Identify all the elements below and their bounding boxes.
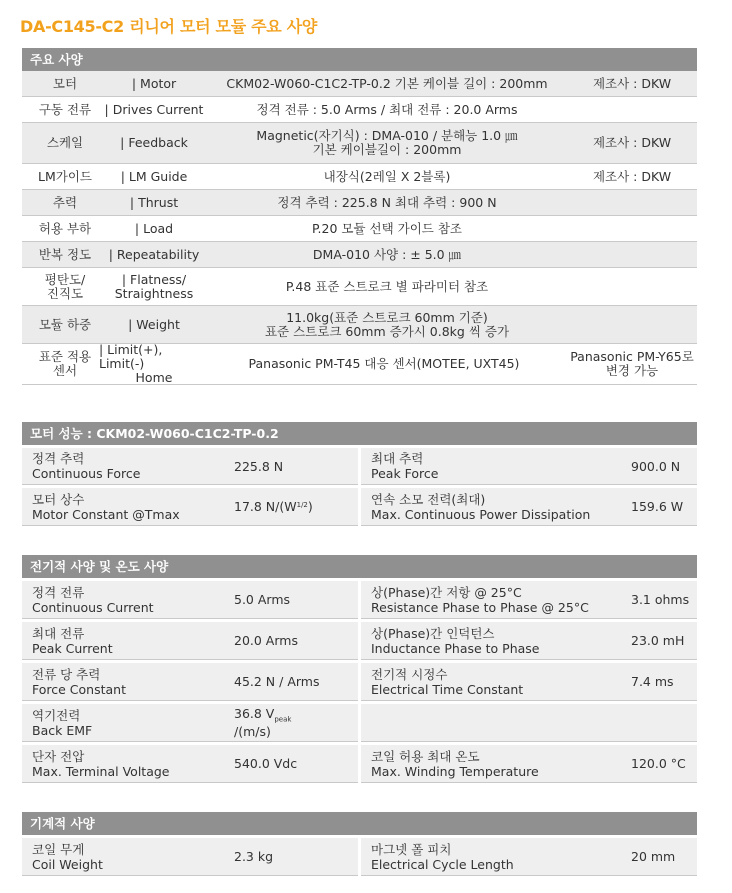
spec-cell-label (32, 622, 113, 659)
spec-label-ko (30, 97, 100, 122)
spec-label-ko-line: 추력 (52, 194, 78, 210)
spec-cell-label-en: Max. Terminal Voltage (32, 763, 170, 779)
spec-grid-row (22, 663, 697, 701)
spec-value (217, 268, 557, 305)
spec-cell-label-en: Back EMF (32, 722, 93, 738)
spec-cell-label (32, 838, 103, 875)
spec-cell-label (371, 622, 540, 659)
spec-cell-value-sup: 1/2 (296, 500, 308, 509)
spec-cell-label-ko: 정격 추력 (32, 451, 85, 466)
spec-cell (22, 663, 358, 701)
spec-label-ko-line: 반복 정도 (38, 246, 92, 262)
spec-cell-label-ko: 역기전력 (32, 707, 81, 723)
spec-label-ko-line: 허용 부하 (38, 220, 92, 236)
spec-cell-label-en: Resistance Phase to Phase @ 25°C (371, 599, 589, 615)
spec-cell-value: 225.8 N (234, 458, 284, 474)
spec-cell-value (234, 704, 291, 741)
spec-cell (22, 622, 358, 660)
spec-cell-label-en: Max. Winding Temperature (371, 763, 539, 779)
spec-cell-label-en: Peak Current (32, 640, 113, 656)
spec-cell-label (371, 448, 438, 484)
spec-cell-value: 2.3 kg (234, 849, 274, 864)
spec-maker-line: Panasonic PM-Y65로 (570, 349, 694, 364)
spec-maker (567, 71, 697, 96)
spec-cell (361, 488, 697, 526)
spec-label-en (99, 268, 209, 305)
spec-cell-label-en: Force Constant (32, 681, 126, 697)
spec-cell-label-ko: 상(Phase)간 인덕턴스 (371, 625, 495, 641)
spec-value-line: 내장식(2레일 X 2블록) (323, 168, 451, 184)
spec-value-line: P.20 모듈 선택 가이드 참조 (311, 220, 463, 236)
spec-label-en-line: | LM Guide (120, 168, 188, 184)
spec-cell-label-ko: 연속 소모 전력(최대) (371, 491, 486, 507)
spec-label-en (99, 344, 209, 384)
spec-cell-label-en: Continuous Force (32, 466, 141, 481)
spec-cell-label (32, 488, 180, 525)
spec-cell-label (32, 581, 154, 618)
spec-value (217, 97, 557, 122)
spec-row (22, 164, 697, 190)
spec-label-ko-line: 구동 전류 (38, 101, 92, 117)
spec-maker-line: 제조사 : DKW (592, 168, 672, 184)
spec-cell-label (32, 663, 126, 700)
spec-value-line: Magnetic(자기식) : DMA-010 / 분해능 1.0 ㎛ (256, 128, 518, 143)
spec-row (22, 216, 697, 242)
spec-cell-label-en: Peak Force (371, 466, 439, 481)
spec-label-en-line: | Feedback (120, 135, 188, 150)
spec-cell (22, 488, 358, 526)
spec-cell-label-ko: 최대 전류 (32, 625, 85, 641)
spec-label-en-line: Home (135, 370, 173, 385)
spec-cell-label-ko: 정격 전류 (32, 584, 85, 600)
section-header: 모터 성능 : CKM02-W060-C1C2-TP-0.2 (22, 422, 697, 445)
spec-value-line: P.48 표준 스트로크 별 파라미터 참조 (285, 278, 489, 294)
spec-grid-row (22, 581, 697, 619)
section-header: 주요 사양 (22, 48, 697, 71)
spec-cell-value: 900.0 N (631, 458, 681, 474)
spec-value (217, 242, 557, 267)
spec-label-ko (30, 242, 100, 267)
spec-cell-value: 23.0 mH (631, 633, 685, 648)
spec-value (217, 71, 557, 96)
spec-cell (22, 838, 358, 876)
spec-grid-row (22, 448, 697, 485)
spec-cell-label-en: Motor Constant @Tmax (32, 506, 180, 522)
spec-cell-value: 3.1 ohms (631, 592, 690, 607)
spec-cell-label (371, 838, 514, 875)
spec-cell-value-line: 36.8 $V_{peak}$ (234, 706, 292, 724)
spec-cell-label-en: Electrical Cycle Length (371, 856, 514, 872)
spec-label-ko (30, 344, 100, 384)
spec-cell-value: 45.2 N / Arms (234, 674, 320, 689)
spec-label-ko-line: 평탄도/ (44, 271, 86, 287)
spec-value-line: CKM02-W060-C1C2-TP-0.2 기본 케이블 길이 : 200mm (226, 75, 548, 91)
spec-cell-value-sub: peak (274, 715, 292, 724)
spec-maker-line: 변경 가능 (605, 363, 659, 378)
spec-label-en-line: | Flatness/ (121, 271, 187, 287)
spec-cell-value: 120.0 °C (631, 756, 686, 771)
spec-cell-label-ko: 최대 추력 (371, 451, 424, 466)
spec-grid-row (22, 745, 697, 783)
spec-grid-row (22, 838, 697, 876)
spec-value (217, 123, 557, 163)
spec-grid-row (22, 488, 697, 526)
spec-cell-value: 159.6 W (631, 499, 684, 514)
spec-label-en-line: | Weight (128, 316, 180, 332)
spec-row (22, 123, 697, 164)
spec-row (22, 344, 697, 385)
spec-label-en-line: | Repeatability (108, 246, 200, 262)
spec-label-en-line: | Load (134, 220, 174, 236)
spec-cell-label-ko: 코일 무게 (32, 841, 85, 857)
spec-cell-value: 20 mm (631, 849, 676, 864)
spec-value (217, 164, 557, 189)
spec-row (22, 190, 697, 216)
spec-label-en-line: | Drives Current (104, 101, 204, 117)
spec-label-ko (30, 268, 100, 305)
spec-cell-value: 540.0 Vdc (234, 756, 298, 771)
spec-label-en-line: | Motor (131, 75, 177, 91)
spec-value (217, 190, 557, 215)
spec-label-en (99, 242, 209, 267)
spec-label-ko-line: LM가이드 (38, 168, 92, 184)
spec-label-ko-line: 스케일 (46, 135, 84, 150)
spec-cell (361, 704, 697, 742)
spec-label-en-line: Straightness (114, 285, 194, 301)
spec-value-line: 11.0kg(표준 스트로크 60mm 기준) (286, 309, 488, 325)
spec-label-ko-line: 진직도 (46, 285, 84, 301)
spec-row (22, 242, 697, 268)
spec-cell (22, 581, 358, 619)
spec-cell-value: 20.0 Arms (234, 633, 298, 648)
spec-label-en (99, 97, 209, 122)
spec-cell-label (32, 745, 169, 782)
spec-row (22, 97, 697, 123)
spec-cell-value-line: /(m/s) (234, 723, 271, 739)
spec-cell-label (32, 448, 140, 484)
spec-cell-label-en: Coil Weight (32, 856, 103, 872)
spec-cell-label-ko: 상(Phase)간 저항 @ 25°C (371, 584, 522, 600)
spec-maker-line: 제조사 : DKW (592, 75, 672, 91)
spec-value-line: DMA-010 사양 : ± 5.0 ㎛ (312, 246, 462, 262)
spec-label-ko (30, 216, 100, 241)
spec-value (217, 306, 557, 343)
main-spec-section (22, 48, 697, 385)
spec-value-line: 정격 전류 : 5.0 Arms / 최대 전류 : 20.0 Arms (256, 101, 518, 117)
spec-cell-value: 7.4 ms (631, 674, 674, 689)
motor-performance-section (22, 422, 697, 526)
spec-maker (567, 123, 697, 163)
spec-cell-label-en: Electrical Time Constant (371, 681, 524, 697)
spec-cell (361, 622, 697, 660)
spec-cell-value: 5.0 Arms (234, 592, 291, 607)
spec-cell (361, 838, 697, 876)
spec-value (217, 216, 557, 241)
spec-cell (361, 663, 697, 701)
spec-label-en-line: | Limit(+), Limit(-) (99, 342, 163, 371)
spec-cell-label (32, 704, 92, 741)
spec-label-en (99, 123, 209, 163)
spec-cell (361, 745, 697, 783)
spec-cell-label-en: Max. Continuous Power Dissipation (371, 506, 591, 522)
spec-value-line: 정격 추력 : 225.8 N 최대 추력 : 900 N (277, 194, 497, 210)
spec-label-en (99, 164, 209, 189)
section-header: 전기적 사양 및 온도 사양 (22, 555, 697, 578)
spec-label-ko (30, 164, 100, 189)
spec-cell (22, 745, 358, 783)
spec-label-en-line: | Thrust (129, 194, 179, 210)
spec-cell-label-en: Continuous Current (32, 599, 154, 615)
section-header: 기계적 사양 (22, 812, 697, 835)
spec-row (22, 71, 697, 97)
spec-cell-label-ko: 전류 당 추력 (32, 666, 101, 682)
spec-cell-label-ko: 코일 허용 최대 온도 (371, 748, 480, 764)
spec-cell-value: 17.8 N/(W $^{1/2}$ ) (234, 499, 313, 514)
spec-label-ko-line: 센서 (52, 363, 78, 378)
mechanical-section (22, 812, 697, 876)
spec-cell (22, 448, 358, 485)
spec-label-en (99, 71, 209, 96)
spec-cell (361, 448, 697, 485)
spec-label-ko-line: 모듈 하중 (38, 316, 92, 332)
spec-label-ko-line: 모터 (52, 75, 78, 91)
spec-cell-label (371, 663, 523, 700)
spec-cell-label (371, 488, 590, 525)
spec-value-line: 표준 스트로크 60mm 증가시 0.8kg 씩 증가 (264, 323, 510, 339)
spec-maker (567, 164, 697, 189)
spec-maker-line: 제조사 : DKW (592, 135, 672, 150)
spec-label-en (99, 216, 209, 241)
spec-value-line: 기본 케이블길이 : 200mm (312, 142, 462, 157)
page-title: DA-C145-C2 리니어 모터 모듈 주요 사양 (20, 17, 318, 36)
spec-label-en (99, 306, 209, 343)
electrical-section (22, 555, 697, 783)
spec-value-line: Panasonic PM-T45 대응 센서(MOTEE, UXT45) (248, 356, 520, 371)
spec-grid-row (22, 704, 697, 742)
spec-label-ko (30, 123, 100, 163)
spec-maker (567, 344, 697, 384)
spec-label-ko-line: 표준 적용 (38, 349, 92, 364)
spec-cell-label-ko: 전기적 시정수 (371, 666, 448, 682)
spec-label-ko (30, 190, 100, 215)
spec-cell-label-ko: 단자 전압 (32, 748, 85, 764)
spec-cell-label-ko: 모터 상수 (32, 491, 85, 507)
spec-grid-row (22, 622, 697, 660)
spec-cell-label-ko: 마그넷 폴 피치 (371, 841, 452, 857)
spec-cell (361, 581, 697, 619)
spec-cell (22, 704, 358, 742)
spec-cell-label (371, 745, 539, 782)
spec-value (214, 344, 554, 384)
spec-cell-label-en: Inductance Phase to Phase (371, 640, 540, 656)
spec-cell-label (371, 581, 589, 618)
spec-label-ko (30, 306, 100, 343)
spec-row (22, 268, 697, 306)
spec-label-ko (30, 71, 100, 96)
spec-row (22, 306, 697, 344)
spec-label-en (99, 190, 209, 215)
